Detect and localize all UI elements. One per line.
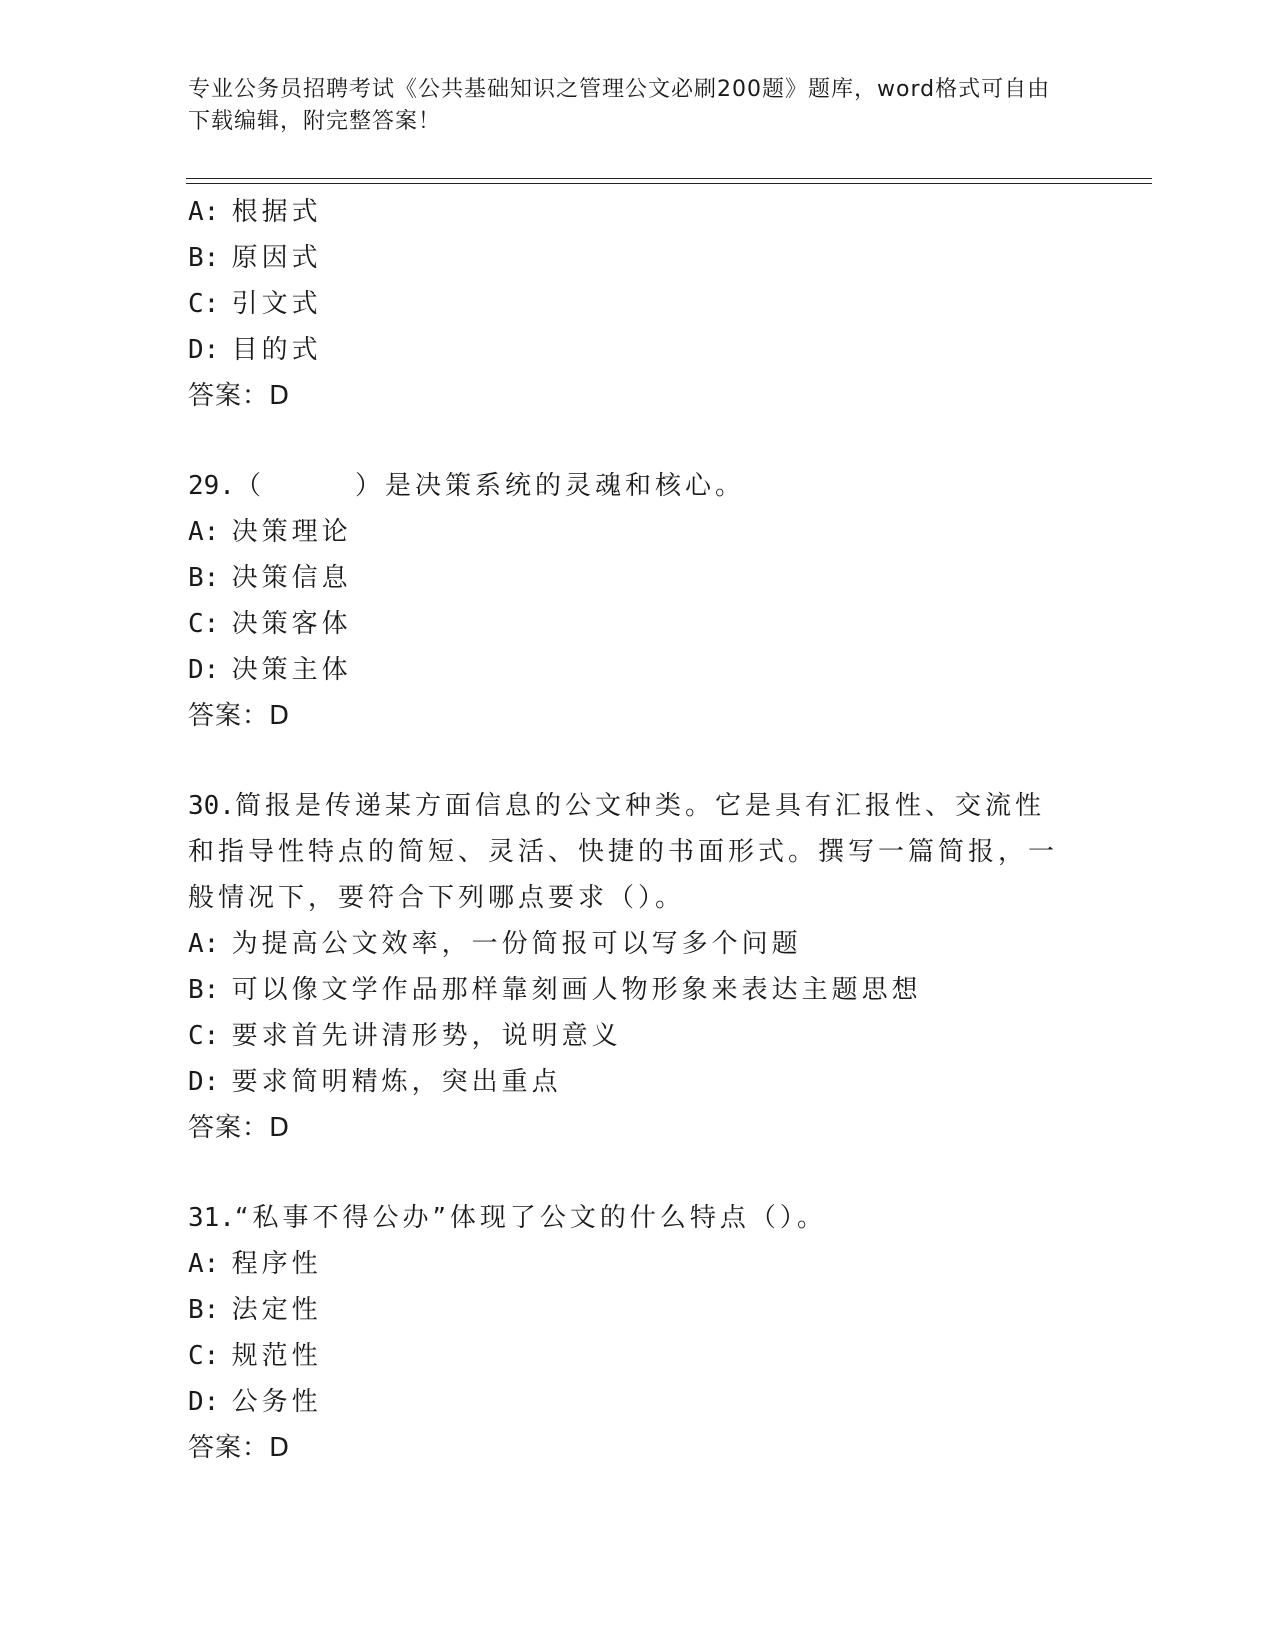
header-title: 专业公务员招聘考试《公共基础知识之管理公文必刷200题》题库，word格式可自由下载编辑，附完整答案！ [188, 77, 1051, 134]
spacer [188, 1151, 1088, 1195]
option-a: A: 决策理论 [188, 517, 352, 547]
option-a: A: 为提高公文效率，一份简报可以写多个问题 [188, 929, 802, 959]
option-c: C: 要求首先讲清形势，说明意义 [188, 1021, 622, 1051]
document-header [188, 74, 1068, 138]
header-divider-top [186, 178, 1152, 179]
option-d: D: 要求简明精炼，突出重点 [188, 1067, 562, 1097]
question-block-29 [188, 463, 1088, 739]
question-block-28 [188, 189, 1088, 419]
question-number: 29. [188, 471, 235, 501]
option-d: D: 决策主体 [188, 655, 352, 685]
question-text: （ ）是决策系统的灵魂和核心。 [234, 471, 745, 501]
option-a: A: 根据式 [188, 197, 322, 227]
answer-line: 答案：D [188, 381, 291, 411]
question-number: 30. [188, 791, 235, 821]
spacer [188, 739, 1088, 783]
question-stem [188, 463, 1088, 509]
option-c: C: 规范性 [188, 1341, 322, 1371]
answer-line: 答案：D [188, 701, 291, 731]
question-stem [188, 783, 1068, 921]
option-b: B: 决策信息 [188, 563, 352, 593]
question-block-31 [188, 1195, 1088, 1471]
option-b: B: 原因式 [188, 243, 322, 273]
question-stem [188, 1195, 1088, 1241]
option-d: D: 目的式 [188, 335, 322, 365]
question-list [188, 189, 1088, 1471]
answer-line: 答案：D [188, 1113, 291, 1143]
answer-line: 答案：D [188, 1433, 291, 1463]
option-b: B: 法定性 [188, 1295, 322, 1325]
option-a: A: 程序性 [188, 1249, 322, 1279]
question-text: “私事不得公办”体现了公文的什么特点（）。 [234, 1203, 827, 1233]
option-d: D: 公务性 [188, 1387, 322, 1417]
question-text: 简报是传递某方面信息的公文种类。它是具有汇报性、交流性和指导性特点的简短、灵活、快捷的书面形式。撰写一篇简报，一般情况下，要符合下列哪点要求（）。 [188, 791, 1059, 913]
header-divider-bottom [186, 183, 1152, 184]
option-c: C: 引文式 [188, 289, 322, 319]
spacer [188, 419, 1088, 463]
option-b: B: 可以像文学作品那样靠刻画人物形象来表达主题思想 [188, 975, 922, 1005]
question-number: 31. [188, 1203, 235, 1233]
question-block-30 [188, 783, 1088, 1151]
option-c: C: 决策客体 [188, 609, 352, 639]
